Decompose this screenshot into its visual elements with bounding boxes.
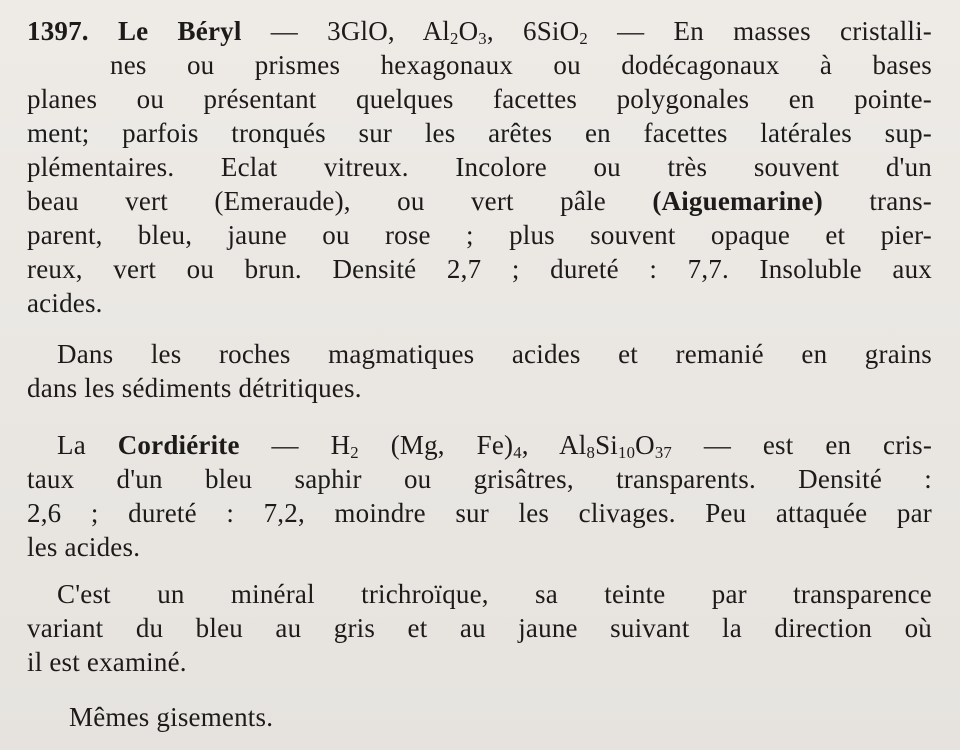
variety-emeraude: Emeraude bbox=[223, 186, 335, 216]
trichroique-line-3: il est examiné. bbox=[27, 647, 187, 677]
mineral-name-beryl: Le Béryl bbox=[117, 16, 242, 46]
trichroique-line-2: variant du bleu au gris et au jaune suivant la direction où bbox=[27, 613, 932, 643]
beryl-line-7: parent, bleu, jaune ou rose ; plus souvent opaque et pier- bbox=[27, 220, 932, 250]
cordierite-line-3: 2,6 ; dureté : 7,2, moindre sur les clivages. Peu attaquée par bbox=[27, 498, 932, 528]
beryl-line-2: nes ou prismes hexagonaux ou dodécagonaux à bases bbox=[110, 50, 932, 80]
beryl-line-5: plémentaires. Eclat vitreux. Incolore ou très souvent d'un bbox=[27, 152, 932, 182]
variety-aiguemarine: (Aiguemarine) bbox=[652, 186, 823, 216]
memes-gisements-line: Mêmes gisements. bbox=[69, 702, 274, 732]
trichroique-line-1: C'est un minéral trichroïque, sa teinte par transparence bbox=[57, 579, 932, 609]
beryl-line-4: ment; parfois tronqués sur les arêtes en facettes latérales sup- bbox=[27, 118, 932, 148]
beryl-line-8: reux, vert ou brun. Densité 2,7 ; dureté : 7,7. Insoluble aux bbox=[27, 254, 932, 284]
cordierite-line-2: taux d'un bleu saphir ou grisâtres, transparents. Densité : bbox=[27, 464, 932, 494]
beryl-line-6: beau vert (Emeraude), ou vert pâle (Aiguemarine) trans- bbox=[27, 186, 932, 216]
mineral-name-cordierite: Cordiérite bbox=[117, 430, 240, 460]
beryl-formula-a: — 3GlO, Al bbox=[241, 16, 450, 46]
cordierite-line-4: les acides. bbox=[27, 532, 141, 562]
entry-number: 1397. bbox=[27, 16, 89, 46]
gisement-line-2: dans les sédiments détritiques. bbox=[27, 373, 362, 403]
beryl-line-9: acides. bbox=[27, 288, 103, 318]
gisement-line-1: Dans les roches magmatiques acides et remanié en grains bbox=[57, 339, 932, 369]
beryl-line-1: 1397. Le Béryl — 3GlO, $Al_2O_3$, 6SiO$_2$ — En masses cristalli- bbox=[27, 16, 932, 49]
beryl-line-3: planes ou présentant quelques facettes polygonales en pointe- bbox=[27, 84, 932, 114]
cordierite-line-1: La Cordiérite — $H_2$ (Mg, $Fe)_4$, $Al_8Si_{10}O_{37}$ — est en cris- bbox=[57, 430, 933, 463]
